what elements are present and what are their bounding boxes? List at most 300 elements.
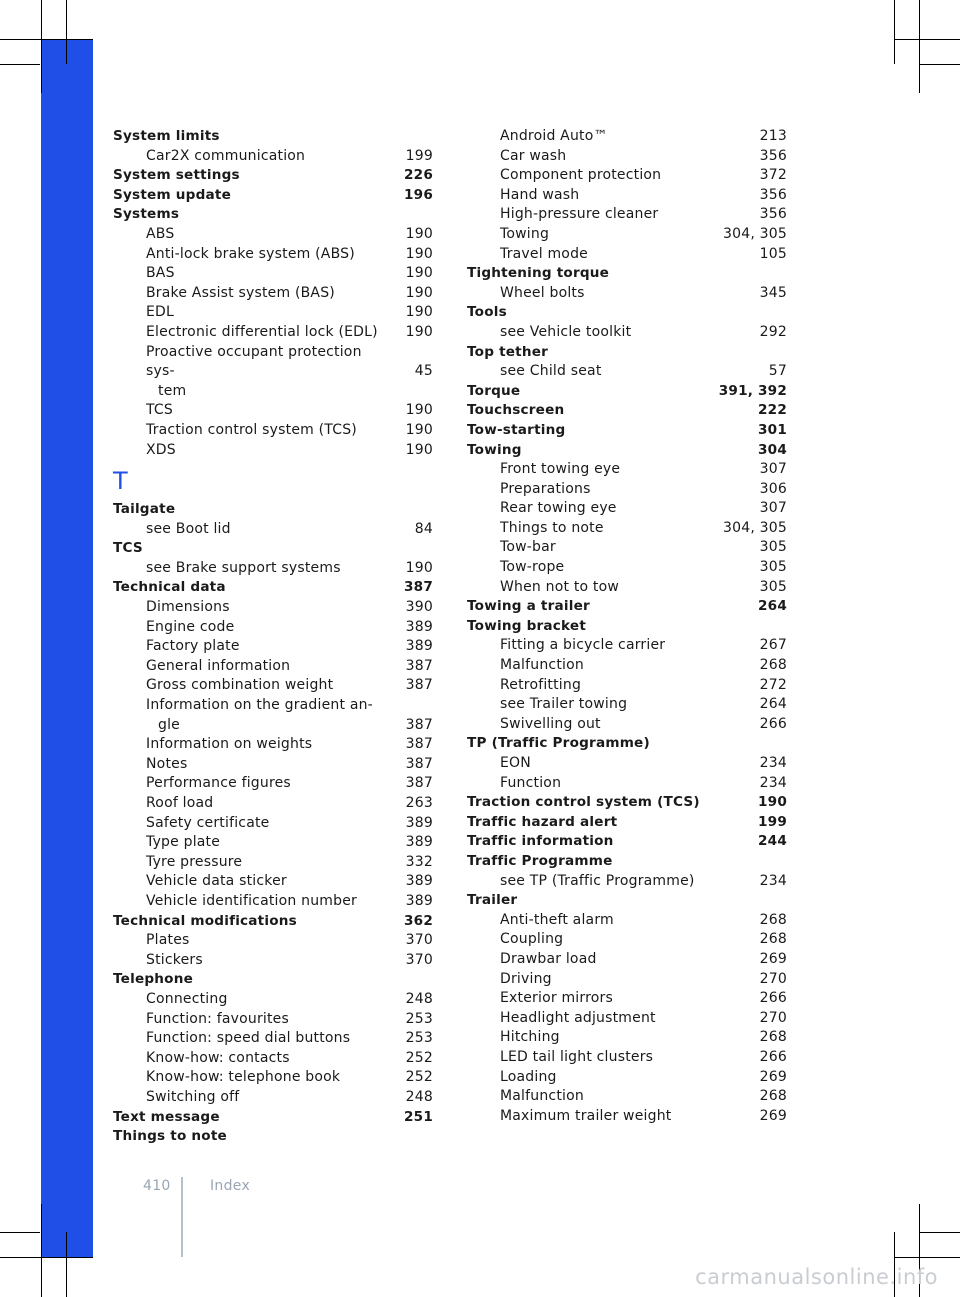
page-reference[interactable]: 391, 392 <box>718 382 787 399</box>
crop-mark <box>920 1232 960 1233</box>
entry-term: see Trailer towing <box>500 696 628 713</box>
index-entry <box>113 970 433 990</box>
index-column-left <box>113 127 433 1147</box>
entry-term: Dimensions <box>146 599 230 616</box>
page-reference[interactable]: 264 <box>759 696 787 713</box>
index-subentry <box>467 1107 787 1127</box>
page-reference[interactable]: 268 <box>759 1088 787 1105</box>
entry-term: Electronic differential lock (EDL) <box>146 323 378 340</box>
entry-term-continuation: tem <box>158 382 187 399</box>
entry-term: Wheel bolts <box>500 284 585 301</box>
page-reference[interactable]: 270 <box>759 970 787 987</box>
entry-term: Car wash <box>500 147 567 164</box>
index-entry <box>113 1108 433 1128</box>
index-subentry <box>467 460 787 480</box>
page-reference[interactable]: 387 <box>405 775 433 792</box>
index-subentry <box>467 872 787 892</box>
index-entry <box>467 401 787 421</box>
index-subentry <box>113 833 433 853</box>
page-reference[interactable]: 304 <box>758 441 787 458</box>
entry-term: Anti-lock brake system (ABS) <box>146 245 355 262</box>
index-subentry <box>467 695 787 715</box>
index-subentry <box>467 558 787 578</box>
page-reference[interactable]: 248 <box>405 990 433 1007</box>
entry-term: Stickers <box>146 951 203 968</box>
entry-term: Component protection <box>500 167 662 184</box>
entry-term: Anti-theft alarm <box>500 911 614 928</box>
entry-term: Gross combination weight <box>146 677 334 694</box>
index-subentry <box>113 814 433 834</box>
index-subentry <box>467 930 787 950</box>
entry-term: see Brake support systems <box>146 559 341 576</box>
index-subentry <box>113 147 433 167</box>
index-entry <box>113 578 433 598</box>
page-reference[interactable]: 252 <box>405 1049 433 1066</box>
entry-term: Swivelling out <box>500 715 601 732</box>
page-reference[interactable]: 389 <box>405 873 433 890</box>
index-subentry <box>467 284 787 304</box>
entry-term: Brake Assist system (BAS) <box>146 284 335 301</box>
page-reference[interactable]: 387 <box>405 736 433 753</box>
entry-term: Towing <box>500 225 550 242</box>
index-entry <box>467 441 787 461</box>
index-subentry <box>113 872 433 892</box>
index-subentry <box>467 323 787 343</box>
entry-term: Factory plate <box>146 638 240 655</box>
page-reference[interactable]: 268 <box>759 657 787 674</box>
entry-term-continuation: gle <box>158 716 180 733</box>
index-subentry <box>113 755 433 775</box>
entry-term: System settings <box>113 167 240 184</box>
index-subentry <box>467 715 787 735</box>
entry-term: Loading <box>500 1068 557 1085</box>
index-entry <box>467 852 787 872</box>
page-reference[interactable]: 199 <box>405 147 433 164</box>
page-reference[interactable]: 306 <box>759 480 787 497</box>
entry-term: Vehicle data sticker <box>146 873 287 890</box>
entry-term: Performance figures <box>146 775 291 792</box>
page-reference[interactable]: 190 <box>405 421 433 438</box>
index-subentry <box>467 225 787 245</box>
page-reference[interactable]: 370 <box>405 932 433 949</box>
entry-term: System update <box>113 186 231 203</box>
page-reference[interactable]: 251 <box>404 1108 433 1125</box>
page-reference[interactable]: 390 <box>405 599 433 616</box>
index-entry <box>467 421 787 441</box>
watermark: carmanualsonline.info <box>695 1265 938 1289</box>
entry-term: Tailgate <box>113 501 176 518</box>
page-reference[interactable]: 292 <box>759 323 787 340</box>
index-entry <box>113 205 433 225</box>
page-reference[interactable]: 389 <box>405 892 433 909</box>
page-reference[interactable]: 268 <box>759 931 787 948</box>
index-subentry <box>467 499 787 519</box>
page-reference[interactable]: 105 <box>759 245 787 262</box>
entry-term: XDS <box>146 441 176 458</box>
page-reference[interactable]: 268 <box>759 1029 787 1046</box>
section-title: Index <box>210 1178 251 1194</box>
entry-term: Proactive occupant protection sys- <box>146 343 362 380</box>
index-entry <box>467 832 787 852</box>
index-subentry <box>113 794 433 814</box>
index-subentry <box>113 520 433 540</box>
entry-term: Engine code <box>146 618 235 635</box>
entry-term: Android Auto™ <box>500 128 608 144</box>
page-reference[interactable]: 268 <box>759 911 787 928</box>
index-sidebar-tab <box>41 39 93 1257</box>
page-reference[interactable]: 389 <box>405 834 433 851</box>
page-reference[interactable]: 307 <box>759 500 787 517</box>
page-reference[interactable]: 389 <box>405 618 433 635</box>
index-entry <box>467 303 787 323</box>
entry-term: Top tether <box>467 343 549 360</box>
page-reference[interactable]: 356 <box>759 147 787 164</box>
index-entry <box>113 186 433 206</box>
page-reference[interactable]: 248 <box>405 1088 433 1105</box>
entry-term: General information <box>146 657 291 674</box>
entry-term: Car2X communication <box>146 147 306 164</box>
index-subentry <box>113 323 433 343</box>
entry-term: System limits <box>113 128 220 144</box>
entry-term: Tow-rope <box>500 559 565 576</box>
index-subentry <box>467 186 787 206</box>
index-subentry <box>467 480 787 500</box>
index-subentry <box>467 1048 787 1068</box>
index-subentry <box>467 1087 787 1107</box>
index-entry <box>113 1127 433 1147</box>
page-reference[interactable]: 269 <box>759 1107 787 1124</box>
entry-term: Safety certificate <box>146 814 270 831</box>
page-reference[interactable]: 253 <box>405 1010 433 1027</box>
entry-term: LED tail light clusters <box>500 1048 654 1065</box>
page-reference[interactable]: 190 <box>405 304 433 321</box>
entry-term: TP (Traffic Programme) <box>467 735 650 752</box>
index-subentry <box>467 147 787 167</box>
index-subentry <box>467 1009 787 1029</box>
entry-term: Roof load <box>146 795 214 811</box>
entry-term: Things to note <box>113 1128 227 1145</box>
index-subentry <box>113 245 433 265</box>
entry-term: Maximum trailer weight <box>500 1107 672 1124</box>
entry-term: Towing a trailer <box>467 598 590 615</box>
entry-term: Type plate <box>146 834 221 851</box>
entry-term: Know-how: contacts <box>146 1049 290 1066</box>
index-column-right <box>467 127 787 1126</box>
page-reference[interactable]: 356 <box>759 206 787 223</box>
entry-term: Traffic hazard alert <box>467 813 618 830</box>
index-subentry <box>467 519 787 539</box>
page-reference[interactable]: 84 <box>414 520 433 537</box>
page-reference[interactable]: 234 <box>759 872 787 889</box>
crop-mark <box>41 0 42 93</box>
entry-term: Coupling <box>500 931 564 948</box>
index-subentry <box>467 538 787 558</box>
entry-term: Malfunction <box>500 657 584 674</box>
index-subentry <box>113 696 433 735</box>
entry-term: BAS <box>146 265 175 282</box>
page-reference[interactable]: 190 <box>758 794 787 811</box>
page-reference[interactable]: 267 <box>759 637 787 654</box>
page-reference[interactable]: 264 <box>758 598 787 615</box>
entry-term: Rear towing eye <box>500 500 617 517</box>
index-entry <box>467 793 787 813</box>
page-reference[interactable]: 307 <box>759 461 787 478</box>
page-reference[interactable]: 266 <box>759 990 787 1007</box>
entry-term: High-pressure cleaner <box>500 206 659 223</box>
index-subentry <box>113 774 433 794</box>
index-subentry <box>113 657 433 677</box>
crop-mark <box>919 0 920 93</box>
entry-term: Trailer <box>467 892 518 909</box>
entry-term: Know-how: telephone book <box>146 1069 341 1086</box>
crop-mark <box>0 39 93 40</box>
index-entry <box>467 734 787 754</box>
entry-term: Towing bracket <box>467 617 587 634</box>
page-reference[interactable]: 370 <box>405 951 433 968</box>
entry-term: Headlight adjustment <box>500 1009 656 1026</box>
page-reference[interactable]: 263 <box>405 795 433 811</box>
entry-term: When not to tow <box>500 578 620 595</box>
page-reference[interactable]: 269 <box>759 1068 787 1085</box>
index-subentry <box>467 754 787 774</box>
page-reference[interactable]: 272 <box>759 676 787 693</box>
entry-term: Tyre pressure <box>146 853 243 870</box>
page-reference[interactable]: 266 <box>759 1048 787 1065</box>
index-subentry <box>113 931 433 951</box>
index-subentry <box>113 598 433 618</box>
index-subentry <box>467 1028 787 1048</box>
index-entry <box>113 500 433 520</box>
crop-mark <box>894 1257 960 1258</box>
page-reference[interactable]: 266 <box>759 715 787 732</box>
index-subentry <box>113 343 433 402</box>
entry-term: TCS <box>146 402 173 419</box>
index-entry <box>467 813 787 833</box>
index-subentry <box>113 990 433 1010</box>
entry-term: Traffic information <box>467 833 614 850</box>
entry-term: see Vehicle toolkit <box>500 323 632 340</box>
crop-mark <box>0 1232 40 1233</box>
entry-term: Technical modifications <box>113 912 297 929</box>
page-reference[interactable]: 244 <box>758 833 787 850</box>
page-reference[interactable]: 45 <box>414 363 433 380</box>
crop-mark <box>0 64 40 65</box>
page-reference[interactable]: 234 <box>759 774 787 791</box>
page-reference[interactable]: 387 <box>405 716 433 733</box>
entry-term: Connecting <box>146 990 228 1007</box>
entry-term: Exterior mirrors <box>500 990 613 1007</box>
page-reference[interactable]: 190 <box>405 284 433 301</box>
entry-term: Touchscreen <box>467 402 565 419</box>
entry-term: Systems <box>113 206 180 223</box>
entry-term: Traffic Programme <box>467 852 613 869</box>
entry-term: Preparations <box>500 480 591 497</box>
entry-term: Function: speed dial buttons <box>146 1030 351 1047</box>
index-subentry <box>113 676 433 696</box>
entry-term: Function <box>500 774 562 791</box>
index-entry <box>113 127 433 147</box>
page-reference[interactable]: 190 <box>405 323 433 340</box>
index-subentry <box>467 636 787 656</box>
index-subentry <box>113 618 433 638</box>
index-subentry <box>113 1068 433 1088</box>
index-subentry <box>113 1049 433 1069</box>
page-reference[interactable]: 389 <box>405 638 433 655</box>
entry-term: Things to note <box>500 519 604 536</box>
index-entry <box>113 166 433 186</box>
entry-term: Tools <box>467 304 507 321</box>
page-reference[interactable]: 226 <box>404 167 433 184</box>
entry-term: Notes <box>146 755 188 772</box>
index-subentry <box>113 853 433 873</box>
page-reference[interactable]: 387 <box>404 579 433 596</box>
entry-term: Torque <box>467 382 521 399</box>
page-reference[interactable]: 305 <box>759 578 787 595</box>
index-subentry <box>113 303 433 323</box>
page-reference[interactable]: 190 <box>405 559 433 576</box>
page-reference[interactable]: 387 <box>405 657 433 674</box>
entry-term: TCS <box>113 540 143 557</box>
page-reference[interactable]: 304, 305 <box>723 519 787 536</box>
entry-term: EDL <box>146 304 175 321</box>
index-subentry <box>467 950 787 970</box>
index-subentry <box>467 989 787 1009</box>
entry-term: ABS <box>146 225 175 242</box>
entry-term: Traction control system (TCS) <box>146 421 357 438</box>
page-reference[interactable]: 305 <box>759 559 787 576</box>
page-reference[interactable]: 332 <box>405 853 433 870</box>
entry-term: Malfunction <box>500 1088 584 1105</box>
index-entry <box>467 617 787 637</box>
entry-term: Travel mode <box>500 245 588 262</box>
index-subentry <box>467 205 787 225</box>
index-entry <box>113 912 433 932</box>
footer-divider <box>181 1177 183 1257</box>
index-subentry <box>113 284 433 304</box>
page-reference[interactable]: 234 <box>759 755 787 771</box>
entry-term: Towing <box>467 441 522 458</box>
entry-term: Tow-bar <box>500 539 556 556</box>
entry-term: Tightening torque <box>467 265 610 282</box>
entry-term: Vehicle identification number <box>146 892 357 909</box>
index-subentry <box>113 892 433 912</box>
entry-term: Tow-starting <box>467 421 566 438</box>
entry-term: Plates <box>146 932 190 949</box>
page-reference[interactable]: 199 <box>758 813 787 830</box>
index-subentry <box>113 441 433 461</box>
entry-term: Driving <box>500 970 552 987</box>
index-subentry <box>113 1010 433 1030</box>
page-reference[interactable]: 196 <box>404 186 433 203</box>
entry-term: EON <box>500 755 531 771</box>
index-entry <box>467 264 787 284</box>
page-reference[interactable]: 362 <box>404 912 433 929</box>
index-subentry <box>113 559 433 579</box>
page-reference[interactable]: 301 <box>758 421 787 438</box>
page-reference[interactable]: 190 <box>405 225 433 242</box>
crop-mark <box>0 1257 93 1258</box>
entry-term: Traction control system (TCS) <box>467 794 700 811</box>
index-subentry <box>113 264 433 284</box>
index-entry <box>467 343 787 363</box>
entry-term: Function: favourites <box>146 1010 289 1027</box>
page-reference[interactable]: 387 <box>405 755 433 772</box>
entry-term: see Boot lid <box>146 520 231 537</box>
crop-mark <box>66 0 67 64</box>
page-reference[interactable]: 222 <box>758 402 787 419</box>
crop-mark <box>894 0 895 64</box>
crop-mark <box>41 1204 42 1297</box>
page-reference[interactable]: 253 <box>405 1030 433 1047</box>
page-reference[interactable]: 345 <box>759 284 787 301</box>
page-reference[interactable]: 387 <box>405 677 433 694</box>
index-subentry <box>467 578 787 598</box>
page-reference[interactable]: 372 <box>759 167 787 184</box>
page-reference[interactable]: 190 <box>405 265 433 282</box>
entry-term: Information on weights <box>146 736 313 753</box>
crop-mark <box>894 39 960 40</box>
section-letter-heading: T <box>113 467 128 496</box>
crop-mark <box>66 1232 67 1297</box>
index-subentry <box>467 911 787 931</box>
index-subentry <box>467 166 787 186</box>
index-entry <box>467 597 787 617</box>
entry-term: see TP (Traffic Programme) <box>500 872 695 889</box>
page-reference[interactable]: 190 <box>405 402 433 419</box>
index-subentry <box>467 127 787 147</box>
page-reference[interactable]: 270 <box>759 1009 787 1026</box>
page-reference[interactable]: 356 <box>759 186 787 203</box>
entry-term: Hitching <box>500 1029 560 1046</box>
page-reference[interactable]: 389 <box>405 814 433 831</box>
page-reference[interactable]: 190 <box>405 441 433 458</box>
index-subentry <box>113 225 433 245</box>
index-subentry <box>467 970 787 990</box>
index-subentry <box>467 676 787 696</box>
index-subentry <box>467 245 787 265</box>
index-entry <box>113 539 433 559</box>
index-subentry <box>113 735 433 755</box>
entry-term: Text message <box>113 1108 220 1125</box>
index-subentry <box>467 362 787 382</box>
index-subentry <box>113 1029 433 1049</box>
page-reference[interactable]: 252 <box>405 1069 433 1086</box>
page-reference[interactable]: 305 <box>759 539 787 556</box>
index-subentry <box>113 421 433 441</box>
index-subentry <box>113 951 433 971</box>
index-subentry <box>113 401 433 421</box>
page-reference[interactable]: 57 <box>768 363 787 380</box>
index-subentry <box>467 774 787 794</box>
index-subentry <box>113 637 433 657</box>
index-subentry <box>113 1088 433 1108</box>
entry-term: Information on the gradient an- <box>146 697 373 714</box>
index-subentry <box>467 656 787 676</box>
entry-term: Front towing eye <box>500 461 621 478</box>
entry-term: Technical data <box>113 579 226 596</box>
index-entry <box>467 891 787 911</box>
entry-term: Fitting a bicycle carrier <box>500 637 666 654</box>
entry-term: Telephone <box>113 971 194 988</box>
page-reference[interactable]: 213 <box>759 128 787 144</box>
index-entry <box>467 382 787 402</box>
index-subentry <box>467 1068 787 1088</box>
page-reference[interactable]: 190 <box>405 245 433 262</box>
entry-term: Switching off <box>146 1088 240 1105</box>
page-reference[interactable]: 304, 305 <box>723 225 787 242</box>
entry-term: Drawbar load <box>500 950 597 967</box>
page-reference[interactable]: 269 <box>759 950 787 967</box>
